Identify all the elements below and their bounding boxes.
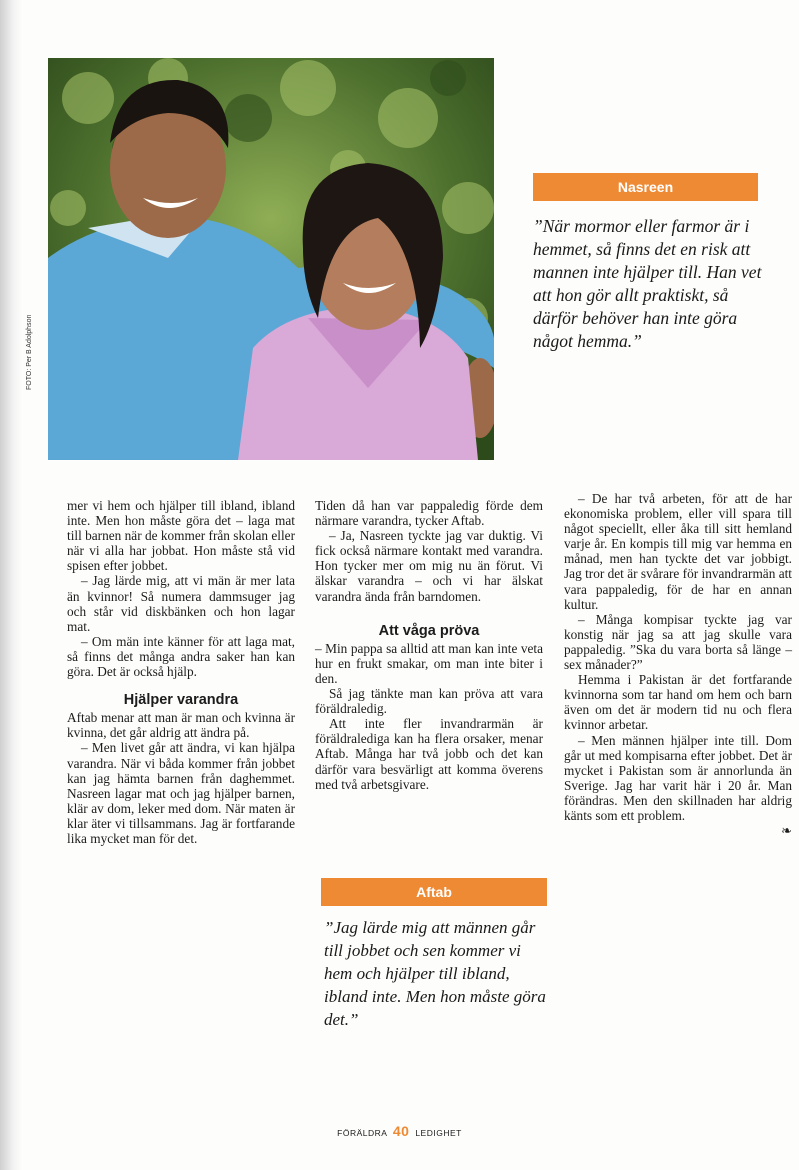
aftab-quote: ”Jag lärde mig att männen går till jobbet och sen kommer vi hem och hjälper till ibland, ibland inte. Men hon måste göra det.”: [324, 918, 546, 1029]
col1-paragraph: Aftab menar att man är man och kvinna är kvinna, det går aldrig att ändra på.: [67, 710, 295, 741]
col2-paragraph: Att inte fler invandrarmän är föräldralediga kan ha flera orsaker, menar Aftab. Många har två jobb och det kan därför vara besvärligt att komma överens med två arbetsgivare.: [315, 716, 543, 792]
page-spine-shadow: [0, 0, 22, 1170]
article-column-1: [67, 498, 295, 846]
footer-right: LEDIGHET: [415, 1128, 462, 1138]
col2-paragraph: Så jag tänkte man kan pröva att vara föräldraledig.: [315, 686, 543, 717]
col1-paragraph: mer vi hem och hjälper till ibland, ibland inte. Men hon måste göra det – laga mat till barnen när de kommer från skolan eller när vi alla har jobbat. Hon måste stå vid spisen efter jobbet.: [67, 498, 295, 574]
col2-paragraph: – Ja, Nasreen tyckte jag var duktig. Vi fick också närmare kontakt med varandra. Hon tycker mer om mig nu än förut. Vi älskar varandra – och vi har älskat varandra ända från barndomen.: [315, 528, 543, 604]
col3-paragraph: – De har två arbeten, för att de har ekonomiska problem, eller vill spara till något speciellt, eller åka till sitt hemland varje år. En kompis till mig var hemma en månad, men han tyckte det var jobbigt. Jag tror det är svårare för invandrarmän att vara pappaledig, för de har en annan kultur.: [564, 491, 792, 612]
col3-paragraph: Hemma i Pakistan är det fortfarande kvinnorna som tar hand om hem och barn även om det är modern tid nu och flera kvinnor arbetar.: [564, 672, 792, 733]
page-footer: [0, 1123, 799, 1139]
col3-paragraph: – Men männen hjälper inte till. Dom går ut med kompisarna efter jobbet. Det är mycket i Pakistan som är annorlunda än Sverige. Jag har varit här i 20 år. Man förändras. Men den skillnaden har aldrig känts som ett problem.: [564, 732, 792, 823]
page-number: 40: [392, 1123, 410, 1139]
col1-paragraph: – Om män inte känner för att laga mat, så finns det många andra saker han kan göra. Det är också hjälp.: [67, 633, 295, 680]
col1-paragraph: – Men livet går att ändra, vi kan hjälpa varandra. När vi båda kommer från jobbet kan jag hämta barnen från daghemmet. Nasreen lagar mat och jag hjälper barnen, klär av dom, leker med dom. När maten är klar äter vi tillsammans. Jag är fortfarande lika mycket man för det.: [67, 740, 295, 846]
aftab-label: Aftab: [321, 878, 547, 906]
article-column-3: [564, 491, 792, 838]
article-column-2: [315, 498, 543, 792]
subheading-hjalper-varandra: Hjälper varandra: [123, 692, 239, 709]
couple-photo: [48, 58, 494, 460]
subheading-att-vaga-prova: Att våga pröva: [378, 622, 480, 639]
nasreen-quote: ”När mormor eller farmor är i hemmet, så finns det en risk att mannen inte hjälper till. Han vet att hon gör allt praktiskt, så därför behöver han inte göra något hemma.”: [533, 216, 762, 351]
photo-credit: FOTO: Per B Adolphson: [26, 314, 33, 390]
col2-paragraph: Tiden då han var pappaledig förde dem närmare varandra, tycker Aftab.: [315, 498, 543, 529]
col3-paragraph: – Många kompisar tyckte jag var konstig när jag sa att jag skulle vara pappaledig. ”Ska du vara borta så länge – sex månader?”: [564, 611, 792, 673]
col2-paragraph: – Min pappa sa alltid att man kan inte veta hur en frukt smakar, om man inte biter i den.: [315, 640, 543, 686]
footer-left: FÖRÄLDRA: [337, 1128, 387, 1138]
nasreen-label: Nasreen: [533, 173, 758, 201]
col1-paragraph: – Jag lärde mig, att vi män är mer lata än kvinnor! Så numera dammsuger jag och står vid diskbänken och hon lagar mat.: [67, 573, 295, 634]
end-ornament-icon: ❧: [781, 823, 792, 839]
